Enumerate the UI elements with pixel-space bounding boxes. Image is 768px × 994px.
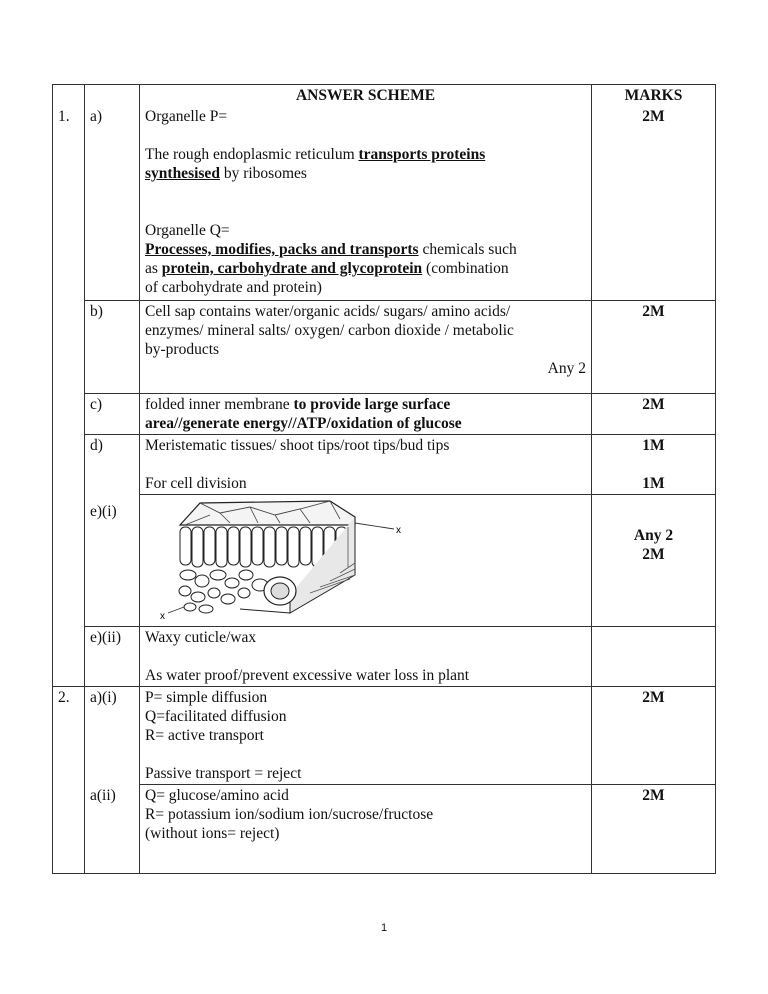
- part-label: a(ii): [85, 785, 140, 874]
- organelle-q-answer: Processes, modifies, packs and transports chemicals such as protein, carbohydrate and glycoprotein (combination of carbohydrate and protein): [145, 241, 517, 296]
- q1ei-row: [53, 495, 716, 627]
- answer-cell: Q= glucose/amino acid R= potassium ion/sodium ion/sucrose/fructose (without ions= reject): [140, 785, 592, 874]
- header-answer-scheme: ANSWER SCHEME: [140, 85, 592, 107]
- q2aii-row: [53, 785, 716, 874]
- header-marks: MARKS: [592, 85, 716, 107]
- organelle-p-label: Organelle P=: [145, 108, 228, 125]
- label-x-upper: x: [396, 525, 401, 536]
- marks-cell: 1M 1M: [592, 435, 716, 495]
- answer-scheme-table: [52, 84, 716, 874]
- q1a-row: [53, 106, 716, 301]
- answer-cell: Cell sap contains water/organic acids/ sugars/ amino acids/ enzymes/ mineral salts/ oxygen/ carbon dioxide / metabolic by-products Any 2: [140, 301, 592, 394]
- header-row: [53, 85, 716, 107]
- marks-cell: 2M: [592, 301, 716, 394]
- question-number: 2.: [53, 687, 85, 785]
- part-label: e)(ii): [85, 627, 140, 687]
- marks-cell: 2M: [592, 785, 716, 874]
- answer-cell: [140, 106, 592, 301]
- answer-cell: Meristematic tissues/ shoot tips/root tips/bud tips For cell division: [140, 435, 592, 495]
- organelle-p-answer: The rough endoplasmic reticulum transports proteins synthesised by ribosomes: [145, 146, 486, 182]
- marks-cell: 2M: [592, 394, 716, 435]
- part-label: a)(i): [85, 687, 140, 785]
- part-label: e)(i): [85, 495, 140, 627]
- part-label: d): [85, 435, 140, 495]
- leaf-cross-section-diagram: [140, 495, 440, 621]
- label-line-lower: [168, 607, 184, 613]
- q1c-row: [53, 394, 716, 435]
- page-number: 1: [380, 922, 388, 934]
- part-label: b): [85, 301, 140, 394]
- answer-cell: P= simple diffusion Q=facilitated diffusion R= active transport Passive transport = reject: [140, 687, 592, 785]
- marks-cell: 2M: [592, 687, 716, 785]
- label-x-lower: x: [160, 611, 165, 621]
- marks-cell: [592, 627, 716, 687]
- label-line-upper: [355, 523, 394, 529]
- marks-cell: Any 2 2M: [592, 495, 716, 627]
- part-label: a): [85, 106, 140, 301]
- any-2-note: Any 2: [547, 360, 586, 377]
- part-label: c): [85, 394, 140, 435]
- q2ai-row: [53, 687, 716, 785]
- spongy-mesophyll: [179, 570, 268, 613]
- organelle-q-label: Organelle Q=: [145, 222, 230, 239]
- answer-cell: folded inner membrane to provide large surface area//generate energy//ATP/oxidation of glucose: [140, 394, 592, 435]
- answer-cell: [140, 495, 592, 627]
- marks-cell: 2M: [592, 106, 716, 301]
- question-number: 1.: [53, 106, 85, 301]
- q1d-row: [53, 435, 716, 495]
- q1eii-row: [53, 627, 716, 687]
- answer-cell: Waxy cuticle/wax As water proof/prevent excessive water loss in plant: [140, 627, 592, 687]
- q1b-row: [53, 301, 716, 394]
